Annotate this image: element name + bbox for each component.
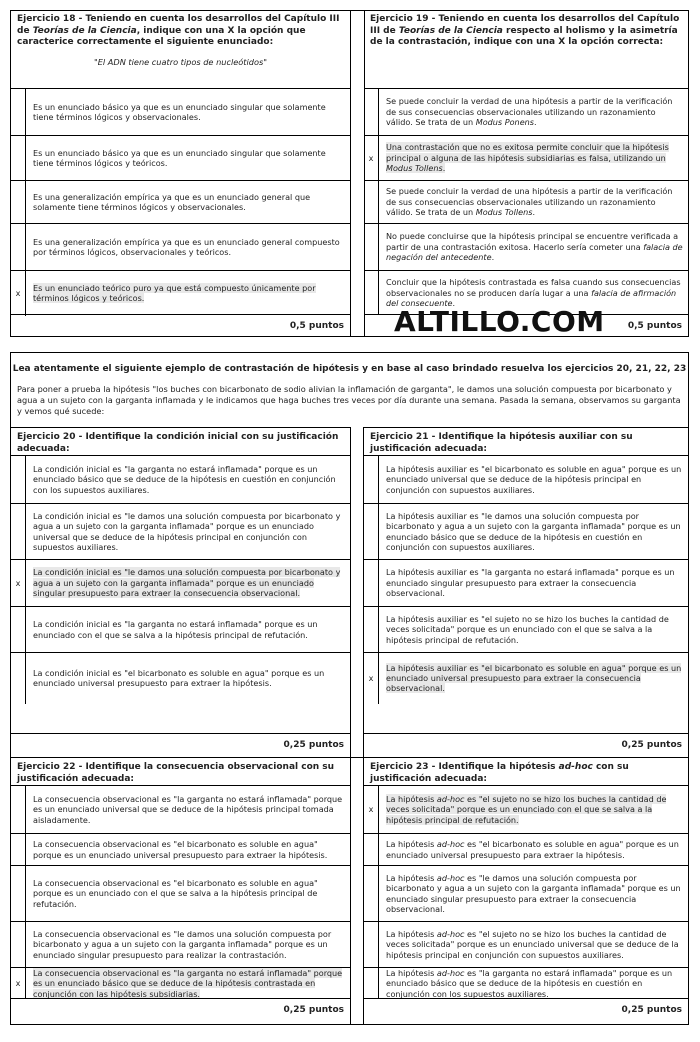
option-text-content (33, 511, 340, 552)
option-row[interactable] (11, 968, 350, 1000)
column-divider-left (350, 11, 351, 336)
option-emphasis: ad-hoc (436, 872, 465, 883)
answer-mark-box[interactable] (364, 560, 379, 607)
option-fragment: La hipótesis auxiliar es "el bicarbonato es soluble en agua" porque es un enunciado universal que se deduce de la hipótesis principal en conjunción con supuestos auxiliares. (386, 463, 682, 495)
option-fragment: La hipótesis auxiliar es "le damos una solución compuesta por bicarbonato y agua a un sujeto con la garganta inflamada" porque es un enunciado básico que se deduce de la hipótesis en cuestión en conjunción con supuestos auxiliares. (386, 510, 681, 552)
option-text-content (33, 929, 331, 960)
exercise-23-footer-line (364, 998, 688, 999)
option-fragment: es "la garganta no estará inflamada" porque es un enunciado básico que se deduce de la hipótesis en cuestión en conjunción con los supuestos auxiliares. (386, 968, 673, 999)
case-description: Para poner a prueba la hipótesis "los buches con bicarbonato de sodio alivian la inflamación de garganta", le damos una solución compuesta por bicarbonato y agua a un sujeto con la garganta inflamada y le indicamos que haga buches tres veces por día durante una semana. Pasada la semana, observamos su garganta y vemos qué sucede: (17, 384, 681, 416)
answer-mark-box[interactable] (364, 834, 379, 866)
option-fragment: . (491, 252, 495, 263)
option-text (26, 504, 351, 560)
exercise-18-footer-line (11, 314, 350, 315)
option-text (379, 968, 689, 1000)
answer-mark-box[interactable] (364, 607, 379, 653)
option-text (379, 922, 689, 968)
option-text-content (33, 102, 326, 122)
option-fragment: La condición inicial es "le damos una solución compuesta por bicarbonato y agua a un sujeto con la garganta inflamada" porque es un enunciado universal que se deduce de la hipótesis principal en conjunción con supuestos auxiliares. (33, 510, 341, 552)
option-text-content (33, 668, 324, 688)
option-emphasis: ad-hoc (436, 968, 465, 978)
option-text-content (33, 148, 326, 168)
option-row[interactable] (364, 607, 688, 653)
answer-mark-box[interactable] (11, 607, 26, 653)
exercise-22-footer-line (11, 998, 350, 999)
exercise-18-heading: Ejercicio 18 - Teniendo en cuenta los desarrollos del Capítulo III de Teorías de la Ciencia, indique con una X la opción que caracterice correctamente el siguiente enunciado: (17, 14, 340, 47)
option-fragment: La consecuencia observacional es "el bicarbonato es soluble en agua" porque es un enunciado con el que se salva a la hipótesis principal de refutación. (33, 877, 318, 909)
option-row[interactable] (11, 607, 350, 653)
option-text-content (33, 464, 336, 495)
option-fragment: La condición inicial es "el bicarbonato es soluble en agua" porque es un enunciado universal presupuesto para extraer la hipótesis. (33, 667, 325, 689)
option-fragment: No puede concluirse que la hipótesis principal se encuentre verificada a partir de una contrastación exitosa. Hacerlo sería cometer una (386, 231, 679, 252)
option-text (26, 922, 351, 968)
option-row[interactable] (11, 224, 350, 271)
option-fragment: Se puede concluir la verdad de una hipótesis a partir de la verificación de sus consecuencias observacionales utilizando un razonamiento válido. Se trata de un (386, 96, 673, 128)
exercise-20-points: 0,25 puntos (283, 740, 344, 750)
option-fragment: . (534, 117, 537, 128)
column-gap (350, 427, 364, 1024)
option-text (379, 653, 689, 704)
exercise-23-options (364, 785, 688, 999)
option-fragment: Una contrastación que no es exitosa permite concluir que la hipótesis principal o alguna de las hipótesis subsidiarias es falsa, utilizando un (386, 142, 669, 163)
answer-mark-box[interactable] (364, 271, 379, 315)
option-text-content (33, 968, 342, 999)
answer-mark-box[interactable] (11, 866, 26, 922)
option-fragment: . (452, 297, 456, 308)
answer-mark-box[interactable] (11, 653, 26, 704)
option-fragment: Es una generalización empírica ya que es un enunciado general que solamente tiene términos lógicos y observacionales. (33, 191, 311, 212)
option-fragment: La hipótesis (386, 793, 437, 804)
exercise-20-options (11, 455, 350, 704)
option-text (379, 456, 689, 504)
option-text-content (386, 142, 669, 173)
option-row[interactable] (11, 271, 350, 316)
option-fragment: La hipótesis (386, 928, 437, 939)
option-text-content (386, 186, 672, 217)
option-emphasis: Modus Tollens (475, 207, 533, 218)
option-fragment: Es un enunciado teórico puro ya que está compuesto únicamente por términos lógicos y teóricos. (33, 282, 316, 304)
option-text-content (386, 614, 669, 645)
option-emphasis: falacia de afirmación del consecuente (386, 287, 677, 308)
option-row[interactable] (364, 786, 688, 834)
answer-mark-box[interactable] (11, 456, 26, 504)
answer-mark-box[interactable]: x (364, 786, 379, 834)
option-fragment: Concluir que la hipótesis contrastada es falsa cuando sus consecuencias observacionales no se producen daría lugar a una (386, 277, 681, 298)
option-fragment: La hipótesis auxiliar es "el bicarbonato es soluble en agua" porque es un enunciado universal presupuesto para extraer la consecuencia observacional. (386, 662, 682, 694)
option-text (26, 224, 351, 271)
option-text (379, 136, 689, 181)
answer-mark-box[interactable] (364, 922, 379, 968)
answer-mark-box[interactable] (364, 866, 379, 922)
option-row[interactable] (364, 224, 688, 271)
answer-mark-box[interactable] (364, 456, 379, 504)
exercise-18 (11, 11, 350, 67)
option-text-content (386, 231, 683, 262)
answer-mark-box[interactable] (11, 89, 26, 136)
exercise-block-18-19 (10, 10, 689, 337)
option-fragment: La condición inicial es "la garganta no estará inflamada" porque es un enunciado básico que se deduce de la hipótesis en cuestión en conjunción con los supuestos auxiliares. (33, 463, 336, 495)
exercise-18-options (11, 88, 350, 316)
option-row[interactable] (11, 786, 350, 834)
option-row[interactable] (11, 560, 350, 607)
option-text-content (33, 839, 327, 859)
option-row[interactable] (11, 136, 350, 181)
option-emphasis: ad-hoc (436, 928, 465, 939)
option-row[interactable] (11, 504, 350, 560)
option-row[interactable] (11, 653, 350, 704)
option-emphasis: ad-hoc (436, 793, 465, 804)
option-text-content (386, 96, 672, 127)
option-row[interactable] (364, 89, 688, 136)
option-text (26, 653, 351, 704)
option-text-content (386, 929, 679, 960)
option-text (379, 89, 689, 136)
exercise-block-20-23 (10, 352, 689, 1025)
option-fragment: La consecuencia observacional es "le damos una solución compuesta por bicarbonato y agua a un sujeto con la garganta inflamada" porque es un enunciado singular presupuesto para realizar la contrastación. (33, 928, 332, 960)
answer-mark-box[interactable] (11, 504, 26, 560)
answer-mark-box[interactable]: x (364, 653, 379, 704)
option-emphasis: Modus Tollens (386, 163, 443, 174)
exercise-23-heading: Ejercicio 23 - Identifique la hipótesis ad-hoc con su justificación adecuada: (370, 762, 629, 784)
option-text-content (386, 277, 681, 308)
exercise-19-points: 0,5 puntos (627, 321, 682, 331)
option-text (26, 89, 351, 136)
exercise-22-heading: Ejercicio 22 - Identifique la consecuencia observacional con su justificación adecuada: (17, 762, 335, 784)
option-text-content (386, 839, 679, 859)
option-fragment: es "el sujeto no se hizo los buches la cantidad de veces solicitada" porque es un enunciado con el que se salva a la hipótesis principal de refutación. (386, 793, 667, 825)
option-text (26, 560, 351, 607)
option-text (26, 968, 351, 1000)
answer-mark-box[interactable] (364, 89, 379, 136)
option-text-content (386, 968, 672, 999)
option-row[interactable] (364, 866, 688, 922)
option-row[interactable] (364, 834, 688, 866)
answer-mark-box[interactable]: x (364, 136, 379, 181)
option-text-content (33, 567, 340, 598)
option-fragment: es "el sujeto no se hizo los buches la cantidad de veces solicitada" porque es un enunciado universal que se deduce de la hipótesis principal en conjunción con supuestos auxiliares. (386, 928, 679, 960)
option-fragment: Es un enunciado básico ya que es un enunciado singular que solamente tiene términos lógicos y teóricos. (33, 147, 326, 168)
option-text (379, 866, 689, 922)
exercise-18-points: 0,5 puntos (289, 321, 344, 331)
option-text (379, 181, 689, 224)
answer-mark-box[interactable] (11, 181, 26, 224)
exercise-20-footer-line (11, 733, 350, 734)
option-fragment: La condición inicial es "le damos una solución compuesta por bicarbonato y agua a un sujeto con la garganta inflamada" porque es un enunciado singular presupuesto para extraer la consecuencia observacional. (33, 567, 341, 599)
watermark-logo: ALTILLO.COM (394, 305, 605, 338)
option-text (26, 456, 351, 504)
option-text-content (386, 511, 681, 552)
option-fragment: La hipótesis (386, 872, 437, 883)
option-row[interactable] (364, 456, 688, 504)
column-gap (350, 11, 364, 336)
mid-divider (11, 757, 688, 758)
exercise-19-heading: Ejercicio 19 - Teniendo en cuenta los desarrollos del Capítulo III de Teorías de la Ciencia respecto al holismo y la asimetría de la contrastación, indique con una X la opción correcta: (370, 14, 680, 47)
option-fragment: . (532, 207, 536, 218)
exercise-23-points: 0,25 puntos (621, 1005, 682, 1015)
option-emphasis: falacia de negación del antecedente (386, 241, 683, 263)
option-text (379, 224, 689, 271)
answer-mark-box[interactable] (11, 136, 26, 181)
option-text-content (386, 567, 675, 598)
option-text (379, 504, 689, 560)
option-row[interactable] (11, 181, 350, 224)
option-fragment: La consecuencia observacional es "la garganta no estará inflamada" porque es un enunciado universal que se deduce de la hipótesis principal tomada aisladamente. (33, 793, 343, 825)
option-text-content (386, 873, 681, 914)
option-fragment: Se puede concluir la verdad de una hipótesis a partir de la verificación de sus consecuencias observacionales utilizando un razonamiento válido. Se trata de un (386, 186, 673, 218)
option-row[interactable] (364, 968, 688, 1000)
option-row[interactable] (364, 504, 688, 560)
answer-mark-box[interactable] (364, 968, 379, 1000)
answer-mark-box[interactable]: x (11, 271, 26, 316)
answer-mark-box[interactable] (11, 224, 26, 271)
option-text-content (33, 619, 318, 639)
option-fragment: La consecuencia observacional es "la garganta no estará inflamada" porque es un enunciado básico que se deduce de la hipótesis contrastada en conjunción con las hipótesis subsidiarias. (33, 968, 343, 999)
option-row[interactable] (364, 653, 688, 704)
option-row[interactable] (11, 456, 350, 504)
answer-mark-box[interactable]: x (11, 968, 26, 1000)
option-text-content (386, 663, 681, 694)
option-text (26, 834, 351, 866)
option-text-content (33, 878, 318, 909)
exercise-22-points: 0,25 puntos (283, 1005, 344, 1015)
option-emphasis: Modus Ponens (475, 117, 535, 128)
option-fragment: La hipótesis (386, 968, 437, 978)
answer-mark-box[interactable] (11, 786, 26, 834)
option-row[interactable] (11, 866, 350, 922)
option-fragment: Es una generalización empírica ya que es un enunciado general compuesto por términos lógicos, observacionales y teóricos. (33, 236, 340, 257)
answer-mark-box[interactable]: x (11, 560, 26, 607)
option-text-content (33, 794, 342, 825)
exercise-19 (364, 11, 688, 49)
option-fragment: La condición inicial es "la garganta no estará inflamada" porque es un enunciado con el que se salva a la hipótesis principal de refutación. (33, 619, 318, 640)
option-text (379, 560, 689, 607)
exercise-22-options (11, 785, 350, 999)
option-fragment: La hipótesis auxiliar es "el sujeto no se hizo los buches la cantidad de veces solicitada" porque es un enunciado con el que se salva a la hipótesis principal de refutación. (386, 613, 669, 645)
option-text-content (33, 237, 340, 257)
option-text (26, 136, 351, 181)
option-fragment: es "el bicarbonato es soluble en agua" porque es un enunciado universal presupuesto para extraer la hipótesis. (386, 839, 679, 860)
answer-mark-box[interactable] (364, 224, 379, 271)
option-text (379, 834, 689, 866)
option-row[interactable] (11, 922, 350, 968)
option-row[interactable] (11, 89, 350, 136)
exercise-21-footer-line (364, 733, 688, 734)
exercise-18-statement: "El ADN tiene cuatro tipos de nucleótidos" (93, 56, 268, 67)
exercise-20-heading: Ejercicio 20 - Identifique la condición inicial con su justificación adecuada: (17, 432, 339, 454)
option-fragment: es "le damos una solución compuesta por bicarbonato y agua a un sujeto con la garganta inflamada" porque es un enunciado singular presupuesto para extraer la consecuencia observacional. (386, 872, 681, 914)
option-text (26, 181, 351, 224)
exercise-21-points: 0,25 puntos (621, 740, 682, 750)
option-text-content (386, 464, 681, 495)
option-text-content (386, 794, 666, 825)
exercise-19-options (364, 88, 688, 315)
option-text (379, 786, 689, 834)
option-text (26, 866, 351, 922)
option-fragment: La consecuencia observacional es "el bicarbonato es soluble en agua" porque es un enunciado universal presupuesto para extraer la hipótesis. (33, 839, 328, 860)
option-row[interactable] (364, 560, 688, 607)
option-text-content (33, 283, 316, 303)
option-text-content (33, 192, 310, 212)
option-text (26, 271, 351, 316)
option-row[interactable] (364, 136, 688, 181)
case-title: Lea atentamente el siguiente ejemplo de contrastación de hipótesis y en base al caso brindado resuelva los ejercicios 20, 21, 22, 23 (12, 364, 687, 374)
answer-mark-box[interactable] (11, 922, 26, 968)
option-text (379, 607, 689, 653)
option-row[interactable] (364, 922, 688, 968)
answer-mark-box[interactable] (364, 504, 379, 560)
answer-mark-box[interactable] (364, 181, 379, 224)
option-emphasis: ad-hoc (436, 839, 465, 850)
exercise-21-heading: Ejercicio 21 - Identifique la hipótesis auxiliar con su justificación adecuada: (370, 432, 633, 454)
option-fragment: La hipótesis auxiliar es "la garganta no estará inflamada" porque es un enunciado singular presupuesto para extraer la consecuencia observacional. (386, 567, 675, 599)
option-text (26, 786, 351, 834)
option-fragment: Es un enunciado básico ya que es un enunciado singular que solamente tiene términos lógicos y observacionales. (33, 101, 326, 122)
answer-mark-box[interactable] (11, 834, 26, 866)
option-row[interactable] (11, 834, 350, 866)
exercise-21-options (364, 455, 688, 704)
option-fragment: La hipótesis (386, 839, 437, 850)
option-text (26, 607, 351, 653)
option-fragment: . (442, 163, 446, 174)
option-row[interactable] (364, 181, 688, 224)
